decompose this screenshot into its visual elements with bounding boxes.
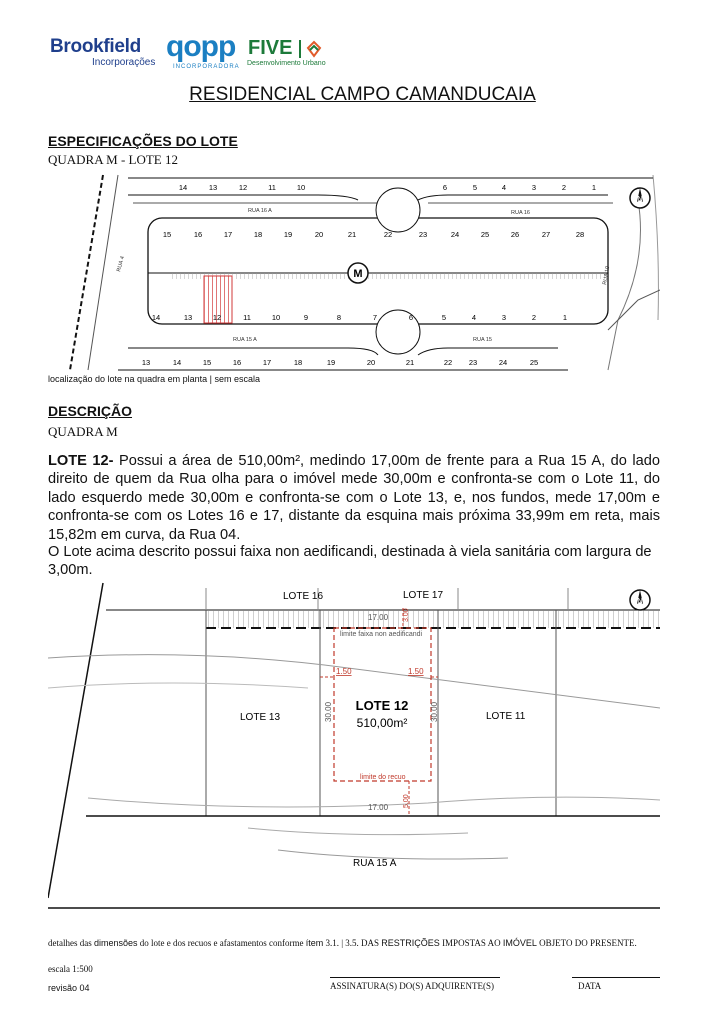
- spec-heading: ESPECIFICAÇÕES DO LOTE: [48, 133, 238, 149]
- street-label: RUA 15: [473, 337, 492, 343]
- signature-label: ASSINATURA(S) DO(S) ADQUIRENTE(S): [330, 981, 494, 991]
- front-setback: 5.00: [403, 794, 410, 808]
- limit-setback: limite do recuo: [360, 774, 406, 781]
- north-arrow-icon-plan: [630, 590, 650, 610]
- lot-number-block_top: 24: [450, 230, 460, 239]
- lot-number-bottom_row: 13: [141, 358, 151, 367]
- date-line: [572, 977, 660, 978]
- lot-number-block_top: 21: [347, 230, 357, 239]
- left-dimension: 30.00: [324, 701, 333, 722]
- lot-number-block_bottom: 8: [336, 313, 342, 322]
- lot-number-top_row: 6: [442, 183, 448, 192]
- lot-number-block_top: 15: [162, 230, 172, 239]
- lot-17-label: LOTE 17: [403, 590, 444, 601]
- lot-name: LOTE 12: [355, 698, 409, 713]
- lot-number-top_row: 12: [238, 183, 248, 192]
- lot-13-label: LOTE 13: [240, 712, 281, 723]
- brookfield-logo-sub: Incorporações: [92, 57, 156, 68]
- lot-number-block_top: 27: [541, 230, 551, 239]
- page-title: RESIDENCIAL CAMPO CAMANDUCAIA: [189, 84, 536, 105]
- lot-16-label: LOTE 16: [283, 591, 324, 602]
- brookfield-logo: Brookfield: [50, 36, 141, 57]
- street-label: RUA 10: [602, 265, 612, 286]
- lot-number-block_bottom: 9: [303, 313, 309, 322]
- lot-number-bottom_row: 17: [262, 358, 272, 367]
- spec-subheading: QUADRA M - LOTE 12: [48, 152, 178, 167]
- lot-number-bottom_row: 24: [498, 358, 508, 367]
- footnote-part: do lote e dos recuos e afastamentos conforme: [137, 938, 306, 948]
- lot-number-top_row: 14: [178, 183, 188, 192]
- lot-number-block_bottom: 5: [441, 313, 447, 322]
- lot-number-bottom_row: 18: [293, 358, 303, 367]
- lot-number-bottom_row: 14: [172, 358, 182, 367]
- footnote-part: 3.1. | 3.5. DAS: [323, 938, 382, 948]
- lot-title: LOTE 12-: [48, 453, 114, 469]
- footnote-part: IMPOSTAS AO: [439, 938, 503, 948]
- lot-number-top_row: 10: [296, 183, 306, 192]
- block-label: M: [353, 268, 363, 280]
- footnote: [48, 937, 660, 949]
- street-label: RUA 15 A: [233, 337, 257, 343]
- lot-number-block_top: 23: [418, 230, 428, 239]
- footnote-part: ítem: [305, 938, 324, 948]
- street-label: RUA 16: [511, 210, 530, 216]
- right-dimension: 30.00: [430, 701, 439, 722]
- lot-number-block_top: 28: [575, 230, 585, 239]
- lot-number-block_top: 25: [480, 230, 490, 239]
- lot-number-bottom_row: 19: [326, 358, 336, 367]
- lot-number-top_row: 3: [531, 183, 537, 192]
- lot-number-top_row: 4: [501, 183, 507, 192]
- scale-label: escala 1:500: [48, 964, 93, 974]
- svg-text:N: N: [637, 196, 643, 203]
- lot-number-top_row: 1: [591, 183, 597, 192]
- footnote-part: RESTRIÇÕES: [381, 938, 440, 948]
- description-heading: DESCRIÇÃO: [48, 403, 133, 419]
- lot-number-top_row: 2: [561, 183, 567, 192]
- description-paragraph-2: O Lote acima descrito possui faixa non aedificandi, destinada à viela sanitária com largura de 3,00m.: [48, 544, 652, 579]
- north-arrow-icon: [630, 188, 650, 208]
- street-label: RUA 4: [116, 255, 127, 273]
- lot-number-block_bottom: 4: [471, 313, 477, 322]
- description-subheading: QUADRA M: [48, 424, 118, 439]
- strip-dimension: 3.00: [403, 608, 410, 622]
- five-logo-sub: Desenvolvimento Urbano: [247, 60, 326, 67]
- lot-number-block_top: 18: [253, 230, 263, 239]
- map-caption: localização do lote na quadra em planta | sem escala: [48, 374, 260, 384]
- lot-number-block_bottom: 2: [531, 313, 537, 322]
- footnote-part: IMÓVEL: [502, 938, 537, 948]
- lot-number-top_row: 11: [268, 183, 276, 192]
- lot-number-block_bottom: 1: [562, 313, 568, 322]
- lot-number-block_bottom: 11: [243, 313, 251, 322]
- lot-number-bottom_row: 15: [202, 358, 212, 367]
- qopp-logo-sub: INCORPORADORA: [173, 64, 240, 70]
- date-label: DATA: [578, 981, 602, 991]
- lot-number-top_row: 5: [472, 183, 478, 192]
- lot-number-block_top: 19: [283, 230, 293, 239]
- lot-number-block_top: 16: [193, 230, 203, 239]
- lot-number-bottom_row: 21: [405, 358, 415, 367]
- description-paragraph: [48, 452, 660, 544]
- lot-number-bottom_row: 22: [443, 358, 453, 367]
- lot-number-block_top: 26: [510, 230, 520, 239]
- revision-label: revisão 04: [48, 983, 90, 993]
- lot-number-block_top: 20: [314, 230, 324, 239]
- svg-text:N: N: [637, 598, 643, 605]
- lot-area: 510,00m²: [356, 716, 408, 730]
- lot-number-block_bottom: 12: [212, 313, 222, 322]
- lot-number-bottom_row: 25: [529, 358, 539, 367]
- lot-number-bottom_row: 16: [232, 358, 242, 367]
- lot-number-block_top: 22: [383, 230, 393, 239]
- setback-left: 1.50: [336, 667, 352, 676]
- bottom-dimension: 17.00: [368, 803, 389, 812]
- lot-number-top_row: 13: [208, 183, 218, 192]
- lot-plan: [48, 578, 660, 918]
- footnote-part: detalhes das: [48, 938, 94, 948]
- lot-11-label: LOTE 11: [486, 711, 526, 722]
- lot-number-block_bottom: 6: [408, 313, 414, 322]
- footnote-part: OBJETO DO PRESENTE.: [536, 938, 637, 948]
- location-map: [48, 170, 660, 374]
- lot-number-block_bottom: 3: [501, 313, 507, 322]
- five-logo: FIVE: [248, 37, 293, 59]
- top-dimension: 17.00: [368, 613, 389, 622]
- lot-number-bottom_row: 23: [468, 358, 478, 367]
- description-text: Possui a área de 510,00m², medindo 17,00m de frente para a Rua 15 A, do lado direito de quem da Rua olha para o imóvel mede 30,00m e confronta-se com o Lote 11, do lado esquerdo mede 30,00m e confronta-se com o Lote 13, e, nos fundos, mede 17,00m e confronta-se com os Lotes 16 e 17, distante da esquina mais próxima 33,99m em reta, mais 15,82m em curva, da Rua 04.: [48, 453, 660, 543]
- lot-number-block_bottom: 7: [372, 313, 378, 322]
- street-label: RUA 16 A: [248, 208, 272, 214]
- setback-right: 1.50: [408, 667, 424, 676]
- five-leaf-icon: [298, 38, 326, 60]
- street-label: RUA 15 A: [353, 858, 397, 869]
- signature-line: [330, 977, 500, 978]
- lot-number-block_bottom: 14: [151, 313, 161, 322]
- limit-non-aedificandi: limite faixa non aedificandi: [340, 631, 423, 638]
- lot-number-bottom_row: 20: [366, 358, 376, 367]
- footnote-part: dimensões: [93, 938, 138, 948]
- lot-number-block_bottom: 10: [271, 313, 281, 322]
- lot-number-block_bottom: 13: [183, 313, 193, 322]
- qopp-logo: qopp: [166, 30, 236, 63]
- lot-number-block_top: 17: [223, 230, 233, 239]
